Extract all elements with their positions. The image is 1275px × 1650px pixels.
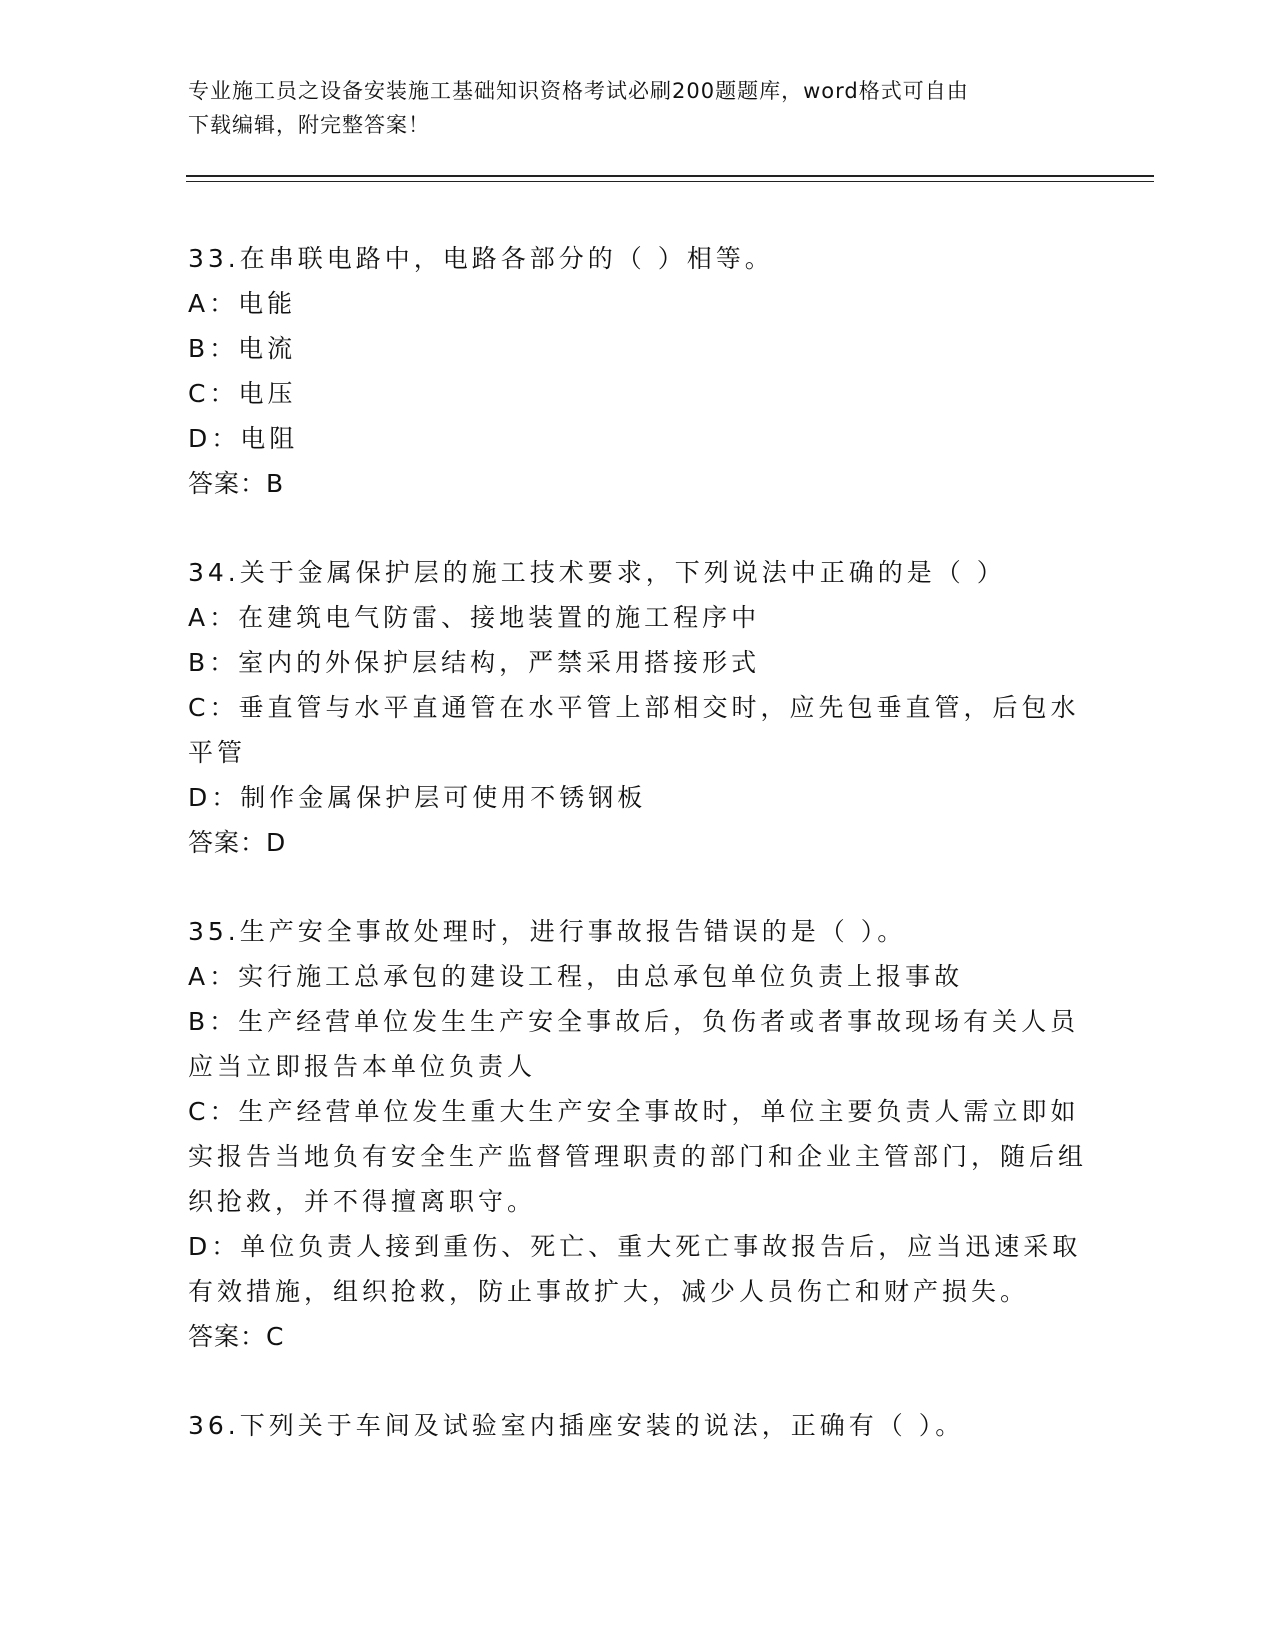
question-35 bbox=[188, 909, 1088, 1359]
question-list bbox=[188, 236, 1088, 1492]
option-a: A：电能 bbox=[188, 289, 297, 318]
option-c: C：垂直管与水平直通管在水平管上部相交时，应先包垂直管，后包水平管 bbox=[188, 693, 1080, 767]
document-header bbox=[188, 74, 1088, 142]
answer: 答案：B bbox=[188, 469, 285, 498]
header-line-2: 下载编辑，附完整答案！ bbox=[188, 113, 430, 137]
question-stem: 33.在串联电路中，电路各部分的（ ）相等。 bbox=[188, 244, 774, 273]
question-stem: 36.下列关于车间及试验室内插座安装的说法，正确有（ ）。 bbox=[188, 1411, 965, 1440]
option-b: B：室内的外保护层结构，严禁采用搭接形式 bbox=[188, 648, 761, 677]
option-a: A：实行施工总承包的建设工程，由总承包单位负责上报事故 bbox=[188, 962, 964, 991]
option-d: D：单位负责人接到重伤、死亡、重大死亡事故报告后，应当迅速采取有效措施，组织抢救，防止事故扩大，减少人员伤亡和财产损失。 bbox=[188, 1232, 1082, 1306]
option-d: D：制作金属保护层可使用不锈钢板 bbox=[188, 783, 647, 812]
question-34 bbox=[188, 550, 1088, 865]
header-divider-thin bbox=[186, 181, 1154, 182]
option-b: B：生产经营单位发生生产安全事故后，负伤者或者事故现场有关人员应当立即报告本单位负责人 bbox=[188, 1007, 1080, 1081]
question-36 bbox=[188, 1403, 1088, 1448]
option-c: C：电压 bbox=[188, 379, 297, 408]
option-b: B：电流 bbox=[188, 334, 297, 363]
answer: 答案：C bbox=[188, 1322, 285, 1351]
header-divider-thick bbox=[186, 175, 1154, 177]
option-c: C：生产经营单位发生重大生产安全事故时，单位主要负责人需立即如实报告当地负有安全生产监督管理职责的部门和企业主管部门，随后组织抢救，并不得擅离职守。 bbox=[188, 1097, 1088, 1216]
answer: 答案：D bbox=[188, 828, 287, 857]
option-d: D：电阻 bbox=[188, 424, 299, 453]
question-stem: 34.关于金属保护层的施工技术要求，下列说法中正确的是（ ） bbox=[188, 558, 1006, 587]
question-33 bbox=[188, 236, 1088, 506]
option-a: A：在建筑电气防雷、接地装置的施工程序中 bbox=[188, 603, 761, 632]
header-line-1: 专业施工员之设备安装施工基础知识资格考试必刷200题题库，word格式可自由 bbox=[188, 79, 969, 103]
question-stem: 35.生产安全事故处理时，进行事故报告错误的是（ ）。 bbox=[188, 917, 907, 946]
